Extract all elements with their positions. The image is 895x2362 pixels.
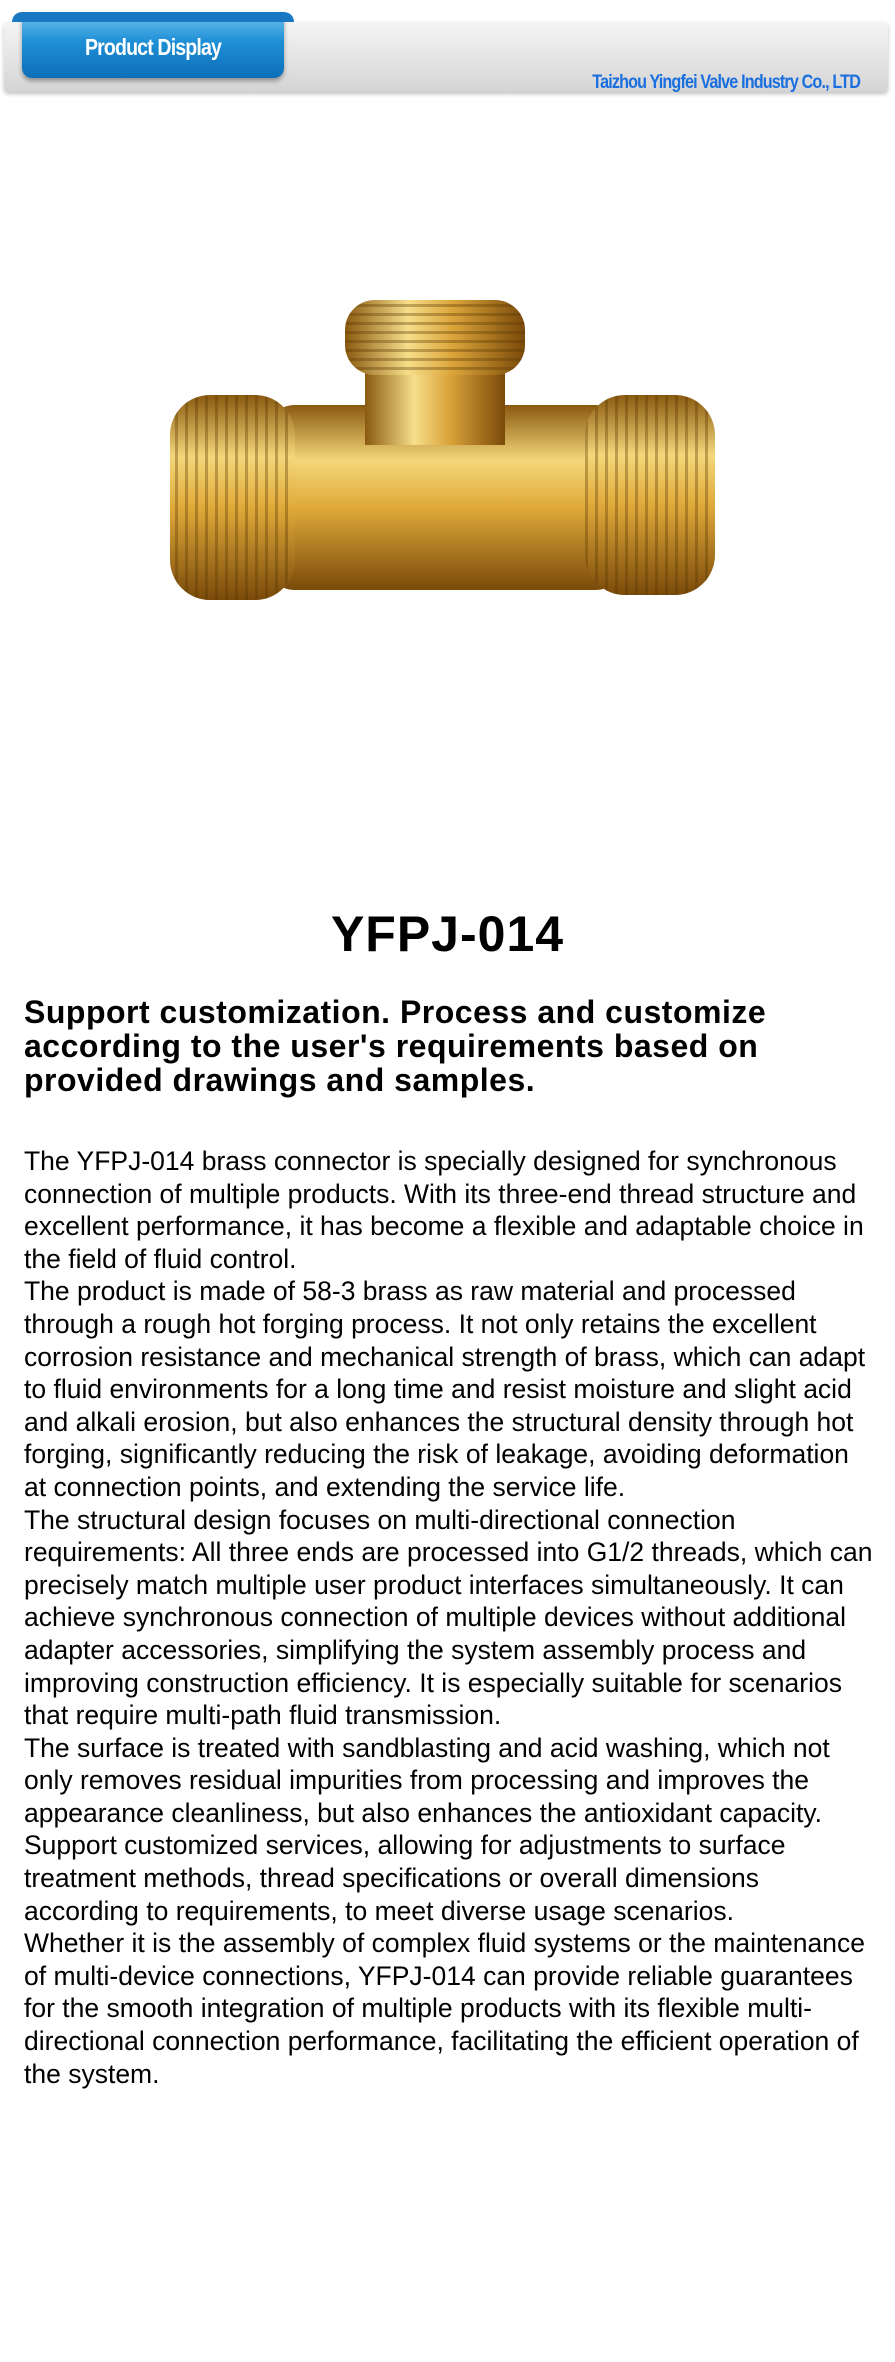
company-name: Taizhou Yingfei Valve Industry Co., LTD — [592, 72, 860, 93]
ribbon-title: Product Display — [84, 34, 222, 60]
description-paragraph: The YFPJ-014 brass connector is specially designed for synchronous connection of multiple products. With its three-end thread structure and excellent performance, it has become a flexible and adaptable choice in the field of fluid control. — [24, 1146, 864, 1274]
description-paragraph: Whether it is the assembly of complex fluid systems or the maintenance of multi-device connections, YFPJ-014 can provide reliable guarantees for the smooth integration of multiple products with its flexible multi-directional connection performance, facilitating the efficient operation of the system. — [24, 1928, 865, 2089]
product-description — [24, 1145, 874, 2090]
description-paragraph: The surface is treated with sandblasting and acid washing, which not only removes residual impurities from processing and improves the appearance cleanliness, but also enhances the antioxidant capacity. Support customized services, allowing for adjustments to surface treatment methods, thread specifications or overall dimensions according to requirements, to meet diverse usage scenarios. — [24, 1732, 830, 1926]
description-paragraph: The product is made of 58-3 brass as raw material and processed through a rough hot forging process. It not only retains the excellent corrosion resistance and mechanical strength of brass, which can adapt to fluid environments for a long time and resist moisture and slight acid and alkali erosion, but also enhances the structural density through hot forging, significantly reducing the risk of leakage, avoiding deformation at connection points, and extending the service life. — [24, 1276, 866, 1502]
product-model: YFPJ-014 — [330, 906, 565, 962]
customization-heading: Support customization. Process and customize according to the user's requirements based on provided drawings and samples. — [24, 994, 767, 1098]
description-paragraph: The structural design focuses on multi-directional connection requirements: All three ends are processed into G1/2 threads, which can precisely match multiple user product interfaces simultaneously. It can achieve synchronous connection of multiple devices without additional adapter accessories, simplifying the system assembly process and improving construction efficiency. It is especially suitable for scenarios that require multi-path fluid transmission. — [24, 1504, 873, 1731]
product-display-ribbon — [22, 12, 284, 78]
brass-tee-connector-image — [165, 295, 725, 715]
